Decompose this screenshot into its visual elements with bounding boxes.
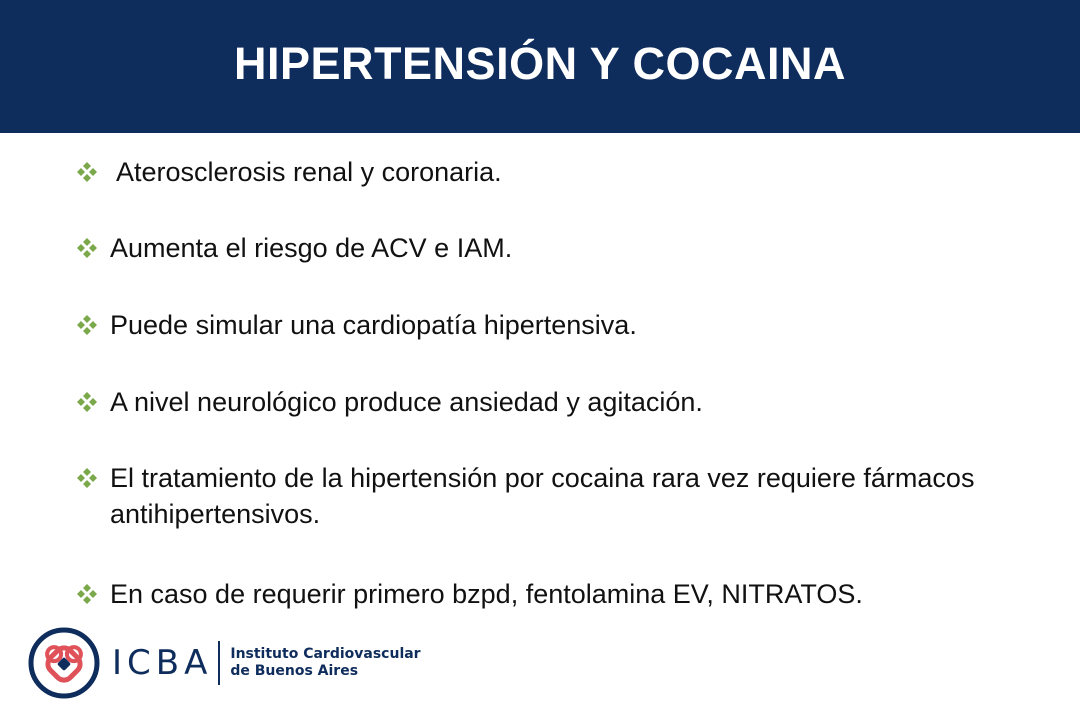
bullet-text: En caso de requerir primero bzpd, fentolamina EV, NITRATOS. — [110, 579, 863, 609]
bullet-item — [76, 460, 1010, 532]
bullet-item — [76, 154, 502, 190]
bullet-item — [76, 384, 703, 420]
icba-logo — [28, 627, 421, 699]
four-diamond-bullet-icon — [76, 161, 98, 183]
logo-divider — [218, 641, 220, 685]
four-diamond-bullet-icon — [76, 391, 98, 413]
bullet-item — [76, 230, 512, 266]
logo-name-line-1: Instituto Cardiovascular — [230, 646, 421, 662]
four-diamond-bullet-icon — [76, 314, 98, 336]
four-diamond-bullet-icon — [76, 237, 98, 259]
bullet-text: El tratamiento de la hipertensión por cocaina rara vez requiere fármacos antihipertensivos. — [110, 463, 975, 529]
logo-abbreviation: ICBA — [112, 643, 213, 683]
four-diamond-bullet-icon — [76, 583, 98, 605]
bullet-item — [76, 576, 863, 612]
bullet-text: A nivel neurológico produce ansiedad y agitación. — [110, 387, 703, 417]
logo-institution-name — [230, 646, 420, 680]
slide-title: HIPERTENSIÓN Y COCAINA — [234, 37, 846, 89]
bullet-item — [76, 307, 637, 343]
bullet-text: Aterosclerosis renal y coronaria. — [116, 157, 502, 187]
bullet-text: Aumenta el riesgo de ACV e IAM. — [110, 233, 513, 263]
four-diamond-bullet-icon — [76, 467, 98, 489]
bullet-text: Puede simular una cardiopatía hipertensiva. — [110, 310, 637, 340]
logo-name-line-2: de Buenos Aires — [230, 663, 359, 679]
heart-logo-icon — [28, 627, 100, 699]
